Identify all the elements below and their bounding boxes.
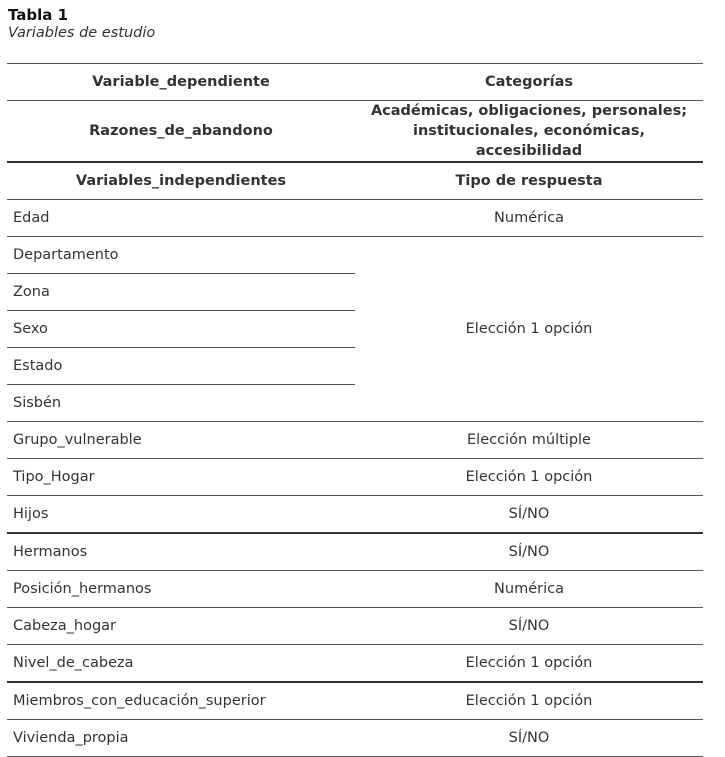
table-row bbox=[7, 682, 703, 720]
tipo-cell: SÍ/NO bbox=[355, 608, 703, 645]
variable-cell: Miembros_con_educación_superior bbox=[7, 682, 355, 720]
tipo-cell: SÍ/NO bbox=[355, 533, 703, 571]
table-row bbox=[7, 533, 703, 571]
variable-cell: Edad bbox=[7, 200, 355, 237]
tipo-cell: Elección múltiple bbox=[355, 422, 703, 459]
variable-cell: Nivel_de_cabeza bbox=[7, 645, 355, 683]
variable-cell: Grupo_vulnerable bbox=[7, 422, 355, 459]
variable-cell: Sisbén bbox=[7, 385, 355, 422]
variable-cell: Departamento bbox=[7, 237, 355, 274]
table-title: Tabla 1 bbox=[8, 6, 69, 24]
table-row bbox=[7, 720, 703, 757]
table-caption bbox=[8, 6, 155, 42]
tipo-cell-merged: Elección 1 opción bbox=[355, 237, 703, 422]
table-row bbox=[7, 608, 703, 645]
categories-line-1: Académicas, obligaciones, personales; bbox=[370, 103, 688, 119]
header-row-dependent bbox=[7, 64, 703, 101]
variable-cell: Tipo_Hogar bbox=[7, 459, 355, 496]
tipo-cell: Elección 1 opción bbox=[355, 645, 703, 683]
dependent-categories bbox=[355, 101, 703, 163]
header-variable-dependiente: Variable_dependiente bbox=[7, 64, 355, 101]
variable-cell: Estado bbox=[7, 348, 355, 385]
tipo-cell: SÍ/NO bbox=[355, 720, 703, 757]
variables-table bbox=[7, 63, 703, 757]
table-row bbox=[7, 200, 703, 237]
tipo-cell: SÍ/NO bbox=[355, 496, 703, 534]
variable-cell: Cabeza_hogar bbox=[7, 608, 355, 645]
tipo-cell: Numérica bbox=[355, 200, 703, 237]
table-row bbox=[7, 645, 703, 683]
table-row bbox=[7, 422, 703, 459]
categories-line-2: institucionales, económicas, accesibilidad bbox=[413, 123, 645, 159]
variable-cell: Zona bbox=[7, 274, 355, 311]
table-row bbox=[7, 237, 703, 274]
table-row bbox=[7, 496, 703, 534]
variable-cell: Vivienda_propia bbox=[7, 720, 355, 757]
table-subtitle: Variables de estudio bbox=[8, 25, 156, 41]
dependent-variable-name: Razones_de_abandono bbox=[7, 101, 355, 163]
header-row-independent bbox=[7, 162, 703, 200]
header-variables-independientes: Variables_independientes bbox=[7, 162, 355, 200]
variable-cell: Hermanos bbox=[7, 533, 355, 571]
dependent-row bbox=[7, 101, 703, 163]
variable-cell: Posición_hermanos bbox=[7, 571, 355, 608]
tipo-cell: Numérica bbox=[355, 571, 703, 608]
variable-cell: Hijos bbox=[7, 496, 355, 534]
tipo-cell: Elección 1 opción bbox=[355, 682, 703, 720]
header-tipo-respuesta: Tipo de respuesta bbox=[355, 162, 703, 200]
variable-cell: Sexo bbox=[7, 311, 355, 348]
tipo-cell: Elección 1 opción bbox=[355, 459, 703, 496]
table-row bbox=[7, 571, 703, 608]
table-row bbox=[7, 459, 703, 496]
header-categorias: Categorías bbox=[355, 64, 703, 101]
